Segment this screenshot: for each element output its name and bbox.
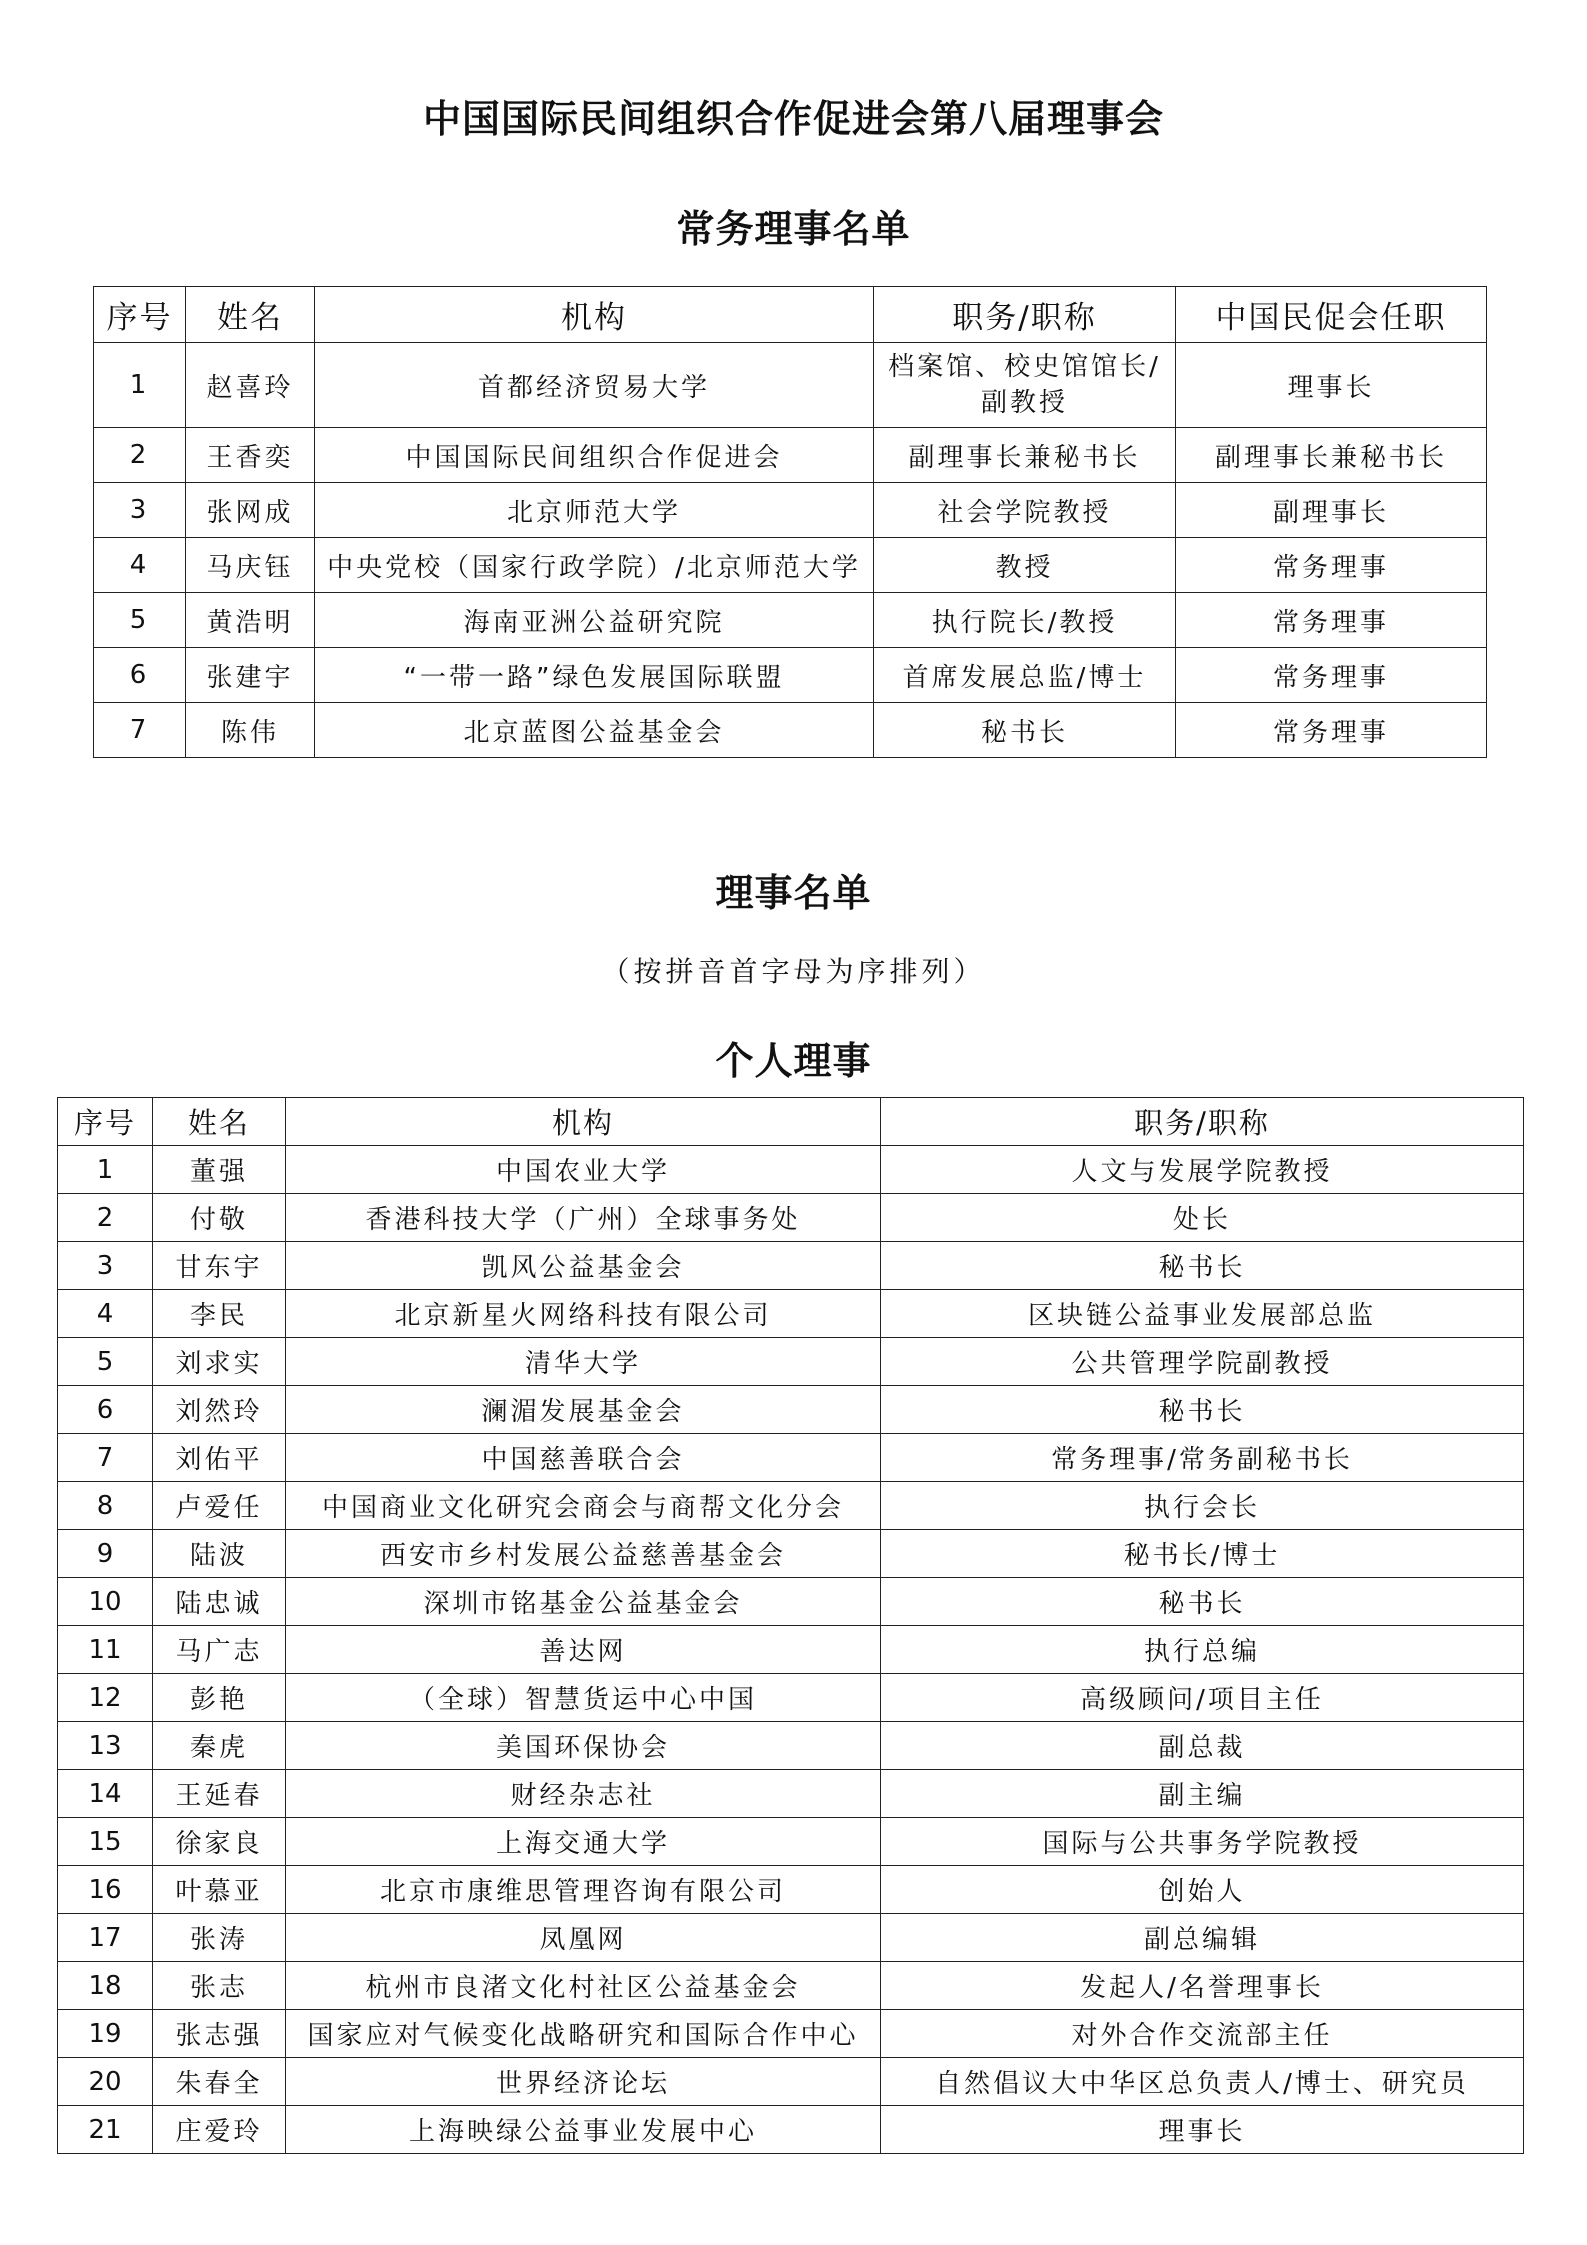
table-row	[58, 1146, 1524, 1194]
cell-org: 凤凰网	[286, 1914, 881, 1962]
table-row	[94, 483, 1487, 538]
table-row	[58, 1674, 1524, 1722]
cell-org: 中国国际民间组织合作促进会	[315, 428, 874, 483]
cell-no: 19	[58, 2010, 153, 2058]
cell-position: 副理事长兼秘书长	[874, 428, 1176, 483]
cell-name: 张志强	[153, 2010, 286, 2058]
cell-no: 6	[58, 1386, 153, 1434]
cell-no: 13	[58, 1722, 153, 1770]
cell-org: 首都经济贸易大学	[315, 343, 874, 428]
cell-no: 16	[58, 1866, 153, 1914]
table-row	[58, 1962, 1524, 2010]
cell-name: 朱春全	[153, 2058, 286, 2106]
table-row	[58, 1194, 1524, 1242]
cell-position: 常务理事/常务副秘书长	[881, 1434, 1524, 1482]
cell-name: 董强	[153, 1146, 286, 1194]
cell-no: 2	[58, 1194, 153, 1242]
cell-no: 5	[58, 1338, 153, 1386]
cell-no: 3	[94, 483, 186, 538]
cell-org: 北京新星火网络科技有限公司	[286, 1290, 881, 1338]
cell-position: 执行院长/教授	[874, 593, 1176, 648]
cell-position: 高级顾问/项目主任	[881, 1674, 1524, 1722]
cell-name: 张涛	[153, 1914, 286, 1962]
cell-role: 常务理事	[1176, 538, 1487, 593]
header-no: 序号	[94, 287, 186, 343]
cell-role: 常务理事	[1176, 703, 1487, 758]
table-row	[94, 428, 1487, 483]
standing-table-body	[94, 343, 1487, 758]
cell-name: 张网成	[186, 483, 315, 538]
cell-role: 常务理事	[1176, 648, 1487, 703]
header-org: 机构	[315, 287, 874, 343]
cell-no: 11	[58, 1626, 153, 1674]
cell-name: 赵喜玲	[186, 343, 315, 428]
cell-org: 国家应对气候变化战略研究和国际合作中心	[286, 2010, 881, 2058]
table-row	[58, 1290, 1524, 1338]
cell-org: 西安市乡村发展公益慈善基金会	[286, 1530, 881, 1578]
table-row	[58, 1530, 1524, 1578]
cell-no: 14	[58, 1770, 153, 1818]
cell-position: 首席发展总监/博士	[874, 648, 1176, 703]
cell-name: 黄浩明	[186, 593, 315, 648]
cell-position: 执行总编	[881, 1626, 1524, 1674]
cell-name: 彭艳	[153, 1674, 286, 1722]
cell-no: 18	[58, 1962, 153, 2010]
cell-no: 15	[58, 1818, 153, 1866]
cell-name: 张建宇	[186, 648, 315, 703]
cell-no: 5	[94, 593, 186, 648]
standing-directors-table	[93, 286, 1487, 758]
cell-position: 自然倡议大中华区总负责人/博士、研究员	[881, 2058, 1524, 2106]
header-no: 序号	[58, 1098, 153, 1146]
cell-position: 国际与公共事务学院教授	[881, 1818, 1524, 1866]
cell-position: 副主编	[881, 1770, 1524, 1818]
cell-position: 教授	[874, 538, 1176, 593]
table-row	[94, 593, 1487, 648]
cell-no: 1	[58, 1146, 153, 1194]
cell-org: 中国商业文化研究会商会与商帮文化分会	[286, 1482, 881, 1530]
cell-no: 8	[58, 1482, 153, 1530]
cell-position: 档案馆、校史馆馆长/副教授	[874, 343, 1176, 428]
table-row	[58, 1626, 1524, 1674]
cell-position: 秘书长	[881, 1386, 1524, 1434]
cell-org: （全球）智慧货运中心中国	[286, 1674, 881, 1722]
cell-no: 17	[58, 1914, 153, 1962]
cell-org: 深圳市铭基金公益基金会	[286, 1578, 881, 1626]
cell-role: 副理事长	[1176, 483, 1487, 538]
table-row	[58, 1338, 1524, 1386]
table-header-row	[94, 287, 1487, 343]
cell-position: 副总裁	[881, 1722, 1524, 1770]
table-row	[58, 1866, 1524, 1914]
cell-org: 海南亚洲公益研究院	[315, 593, 874, 648]
cell-position: 理事长	[881, 2106, 1524, 2154]
cell-name: 刘求实	[153, 1338, 286, 1386]
table-row	[94, 538, 1487, 593]
cell-name: 陈伟	[186, 703, 315, 758]
cell-org: 杭州市良渚文化村社区公益基金会	[286, 1962, 881, 2010]
cell-name: 叶慕亚	[153, 1866, 286, 1914]
cell-position: 创始人	[881, 1866, 1524, 1914]
cell-org: 北京市康维思管理咨询有限公司	[286, 1866, 881, 1914]
cell-position: 秘书长/博士	[881, 1530, 1524, 1578]
table-row	[58, 2010, 1524, 2058]
table-row	[58, 1242, 1524, 1290]
cell-name: 刘佑平	[153, 1434, 286, 1482]
cell-name: 徐家良	[153, 1818, 286, 1866]
cell-org: “一带一路”绿色发展国际联盟	[315, 648, 874, 703]
cell-no: 2	[94, 428, 186, 483]
cell-name: 陆忠诚	[153, 1578, 286, 1626]
cell-no: 1	[94, 343, 186, 428]
table-row	[58, 1578, 1524, 1626]
standing-directors-title: 常务理事名单	[676, 207, 911, 251]
cell-name: 庄爱玲	[153, 2106, 286, 2154]
cell-no: 21	[58, 2106, 153, 2154]
cell-no: 7	[58, 1434, 153, 1482]
cell-name: 卢爱任	[153, 1482, 286, 1530]
table-row	[58, 1434, 1524, 1482]
table-row	[94, 343, 1487, 428]
header-name: 姓名	[186, 287, 315, 343]
cell-name: 马庆钰	[186, 538, 315, 593]
cell-name: 陆波	[153, 1530, 286, 1578]
cell-name: 刘然玲	[153, 1386, 286, 1434]
cell-no: 9	[58, 1530, 153, 1578]
directors-title: 理事名单	[715, 871, 872, 915]
cell-org: 世界经济论坛	[286, 2058, 881, 2106]
cell-position: 区块链公益事业发展部总监	[881, 1290, 1524, 1338]
cell-org: 中央党校（国家行政学院）/北京师范大学	[315, 538, 874, 593]
cell-name: 张志	[153, 1962, 286, 2010]
cell-no: 20	[58, 2058, 153, 2106]
cell-role: 副理事长兼秘书长	[1176, 428, 1487, 483]
cell-org: 清华大学	[286, 1338, 881, 1386]
cell-org: 上海映绿公益事业发展中心	[286, 2106, 881, 2154]
cell-position: 秘书长	[881, 1242, 1524, 1290]
cell-no: 10	[58, 1578, 153, 1626]
cell-org: 善达网	[286, 1626, 881, 1674]
table-row	[94, 703, 1487, 758]
table-row	[58, 1914, 1524, 1962]
table-row	[58, 1770, 1524, 1818]
cell-position: 人文与发展学院教授	[881, 1146, 1524, 1194]
cell-name: 李民	[153, 1290, 286, 1338]
cell-org: 北京蓝图公益基金会	[315, 703, 874, 758]
cell-org: 上海交通大学	[286, 1818, 881, 1866]
cell-role: 常务理事	[1176, 593, 1487, 648]
cell-org: 财经杂志社	[286, 1770, 881, 1818]
cell-org: 北京师范大学	[315, 483, 874, 538]
table-row	[58, 2058, 1524, 2106]
table-row	[58, 2106, 1524, 2154]
cell-position: 执行会长	[881, 1482, 1524, 1530]
cell-position: 秘书长	[874, 703, 1176, 758]
cell-position: 社会学院教授	[874, 483, 1176, 538]
header-position: 职务/职称	[874, 287, 1176, 343]
cell-position: 秘书长	[881, 1578, 1524, 1626]
cell-org: 中国慈善联合会	[286, 1434, 881, 1482]
cell-position: 对外合作交流部主任	[881, 2010, 1524, 2058]
cell-name: 秦虎	[153, 1722, 286, 1770]
cell-name: 王延春	[153, 1770, 286, 1818]
cell-position: 处长	[881, 1194, 1524, 1242]
cell-name: 付敬	[153, 1194, 286, 1242]
header-org: 机构	[286, 1098, 881, 1146]
individual-directors-table	[57, 1097, 1524, 2154]
cell-org: 中国农业大学	[286, 1146, 881, 1194]
cell-position: 副总编辑	[881, 1914, 1524, 1962]
header-position: 职务/职称	[881, 1098, 1524, 1146]
cell-org: 凯风公益基金会	[286, 1242, 881, 1290]
cell-name: 甘东宇	[153, 1242, 286, 1290]
header-name: 姓名	[153, 1098, 286, 1146]
cell-no: 6	[94, 648, 186, 703]
cell-position: 发起人/名誉理事长	[881, 1962, 1524, 2010]
sort-note: （按拼音首字母为序排列）	[601, 955, 986, 988]
cell-no: 7	[94, 703, 186, 758]
cell-no: 4	[58, 1290, 153, 1338]
header-role: 中国民促会任职	[1176, 287, 1487, 343]
cell-no: 4	[94, 538, 186, 593]
individual-directors-title: 个人理事	[715, 1039, 872, 1083]
page-title: 中国国际民间组织合作促进会第八届理事会	[422, 97, 1164, 141]
cell-org: 美国环保协会	[286, 1722, 881, 1770]
cell-org: 澜湄发展基金会	[286, 1386, 881, 1434]
individual-table-body	[58, 1146, 1524, 2154]
table-row	[58, 1386, 1524, 1434]
cell-name: 马广志	[153, 1626, 286, 1674]
cell-role: 理事长	[1176, 343, 1487, 428]
table-row	[58, 1722, 1524, 1770]
table-header-row	[58, 1098, 1524, 1146]
cell-position: 公共管理学院副教授	[881, 1338, 1524, 1386]
cell-no: 12	[58, 1674, 153, 1722]
cell-org: 香港科技大学（广州）全球事务处	[286, 1194, 881, 1242]
table-row	[58, 1818, 1524, 1866]
table-row	[94, 648, 1487, 703]
cell-no: 3	[58, 1242, 153, 1290]
cell-name: 王香奕	[186, 428, 315, 483]
table-row	[58, 1482, 1524, 1530]
